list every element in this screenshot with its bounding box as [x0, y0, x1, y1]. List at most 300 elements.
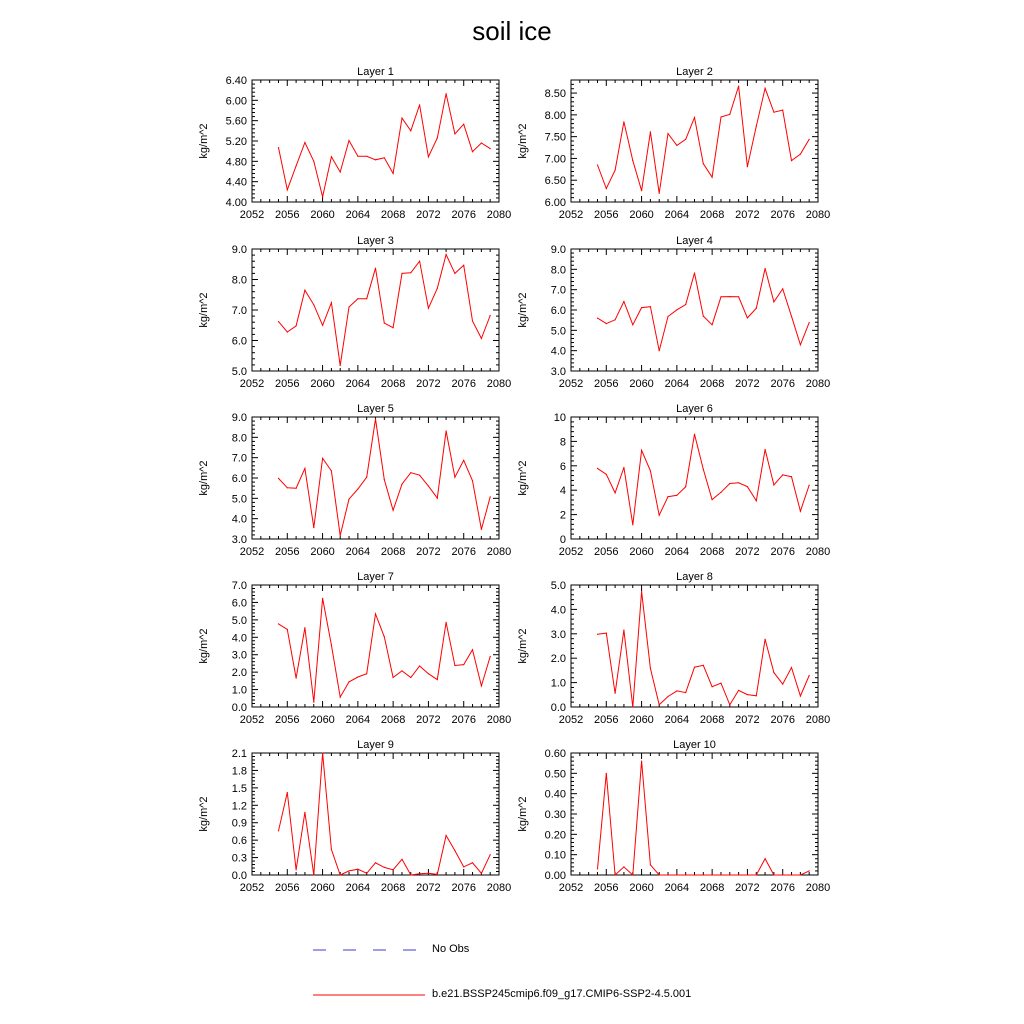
- panel-title: Layer 9: [357, 739, 394, 751]
- data-point: [597, 468, 598, 469]
- data-point: [650, 306, 651, 307]
- data-point: [428, 486, 429, 487]
- legend-label-no-obs: No Obs: [432, 943, 470, 955]
- data-point: [729, 483, 730, 484]
- data-point: [428, 873, 429, 874]
- x-tick-label: 2060: [629, 378, 654, 390]
- x-tick-label: 2056: [275, 546, 300, 558]
- data-point: [472, 862, 473, 863]
- data-point: [676, 145, 677, 146]
- data-point: [437, 679, 438, 680]
- data-point: [357, 156, 358, 157]
- data-point: [357, 488, 358, 489]
- data-point: [331, 849, 332, 850]
- panel-title: Layer 3: [357, 235, 394, 247]
- x-tick-label: 2064: [345, 714, 371, 726]
- x-tick-label: 2076: [451, 882, 476, 894]
- x-tick-label: 2052: [558, 882, 584, 894]
- y-tick-label: 7.00: [544, 153, 566, 166]
- data-point: [287, 189, 288, 190]
- x-tick-label: 2068: [699, 882, 725, 894]
- y-tick-label: 0.30: [544, 809, 566, 821]
- y-tick-label: 0.0: [231, 870, 247, 882]
- data-point: [313, 527, 314, 528]
- data-point: [747, 874, 748, 875]
- data-point: [632, 324, 633, 325]
- x-tick-label: 2068: [699, 546, 725, 558]
- panel-title: Layer 4: [676, 235, 713, 247]
- y-tick-label: 1.5: [231, 782, 247, 795]
- y-tick-label: 2.0: [550, 653, 566, 666]
- data-point: [454, 850, 455, 851]
- x-tick-label: 2052: [558, 546, 584, 558]
- data-point: [481, 685, 482, 686]
- data-point: [454, 665, 455, 666]
- data-point: [463, 460, 464, 461]
- x-tick-label: 2080: [805, 209, 831, 221]
- data-point: [703, 469, 704, 470]
- x-tick-label: 2072: [735, 546, 760, 558]
- x-tick-label: 2072: [416, 209, 441, 221]
- x-tick-label: 2080: [805, 714, 831, 726]
- data-point: [615, 693, 616, 694]
- data-point: [712, 324, 713, 325]
- data-point: [348, 140, 349, 141]
- data-point: [296, 678, 297, 679]
- y-tick-label: 8.00: [544, 109, 566, 122]
- data-point: [304, 290, 305, 291]
- chart-panel-6: [517, 403, 830, 558]
- data-point: [747, 317, 748, 318]
- data-point: [809, 870, 810, 871]
- y-tick-label: 6: [559, 460, 566, 473]
- data-point: [597, 318, 598, 319]
- data-point: [791, 160, 792, 161]
- x-tick-label: 2064: [664, 882, 690, 894]
- data-point: [738, 482, 739, 483]
- x-tick-label: 2056: [275, 378, 300, 390]
- series-line: [279, 753, 491, 875]
- panel-title: Layer 1: [357, 66, 394, 78]
- data-point: [393, 677, 394, 678]
- data-point: [606, 474, 607, 475]
- y-tick-label: 6.50: [544, 175, 566, 188]
- data-point: [446, 835, 447, 836]
- x-tick-label: 2076: [770, 209, 795, 221]
- panel-title: Layer 8: [676, 571, 713, 583]
- y-axis-label: kg/m^2: [517, 796, 529, 832]
- data-point: [287, 331, 288, 332]
- series-line: [598, 761, 810, 875]
- data-point: [606, 188, 607, 189]
- data-point: [712, 874, 713, 875]
- x-tick-label: 2064: [345, 378, 371, 390]
- data-point: [791, 476, 792, 477]
- data-point: [659, 193, 660, 194]
- y-tick-label: 0.20: [544, 829, 566, 842]
- data-point: [747, 166, 748, 167]
- data-point: [313, 702, 314, 703]
- data-point: [357, 298, 358, 299]
- y-tick-label: 6.0: [231, 473, 247, 485]
- series-line: [279, 255, 491, 366]
- data-point: [357, 869, 358, 870]
- x-tick-label: 2056: [594, 378, 619, 390]
- data-point: [428, 156, 429, 157]
- data-point: [615, 492, 616, 493]
- y-axis-label: kg/m^2: [198, 292, 210, 328]
- data-point: [410, 874, 411, 875]
- data-point: [773, 301, 774, 302]
- data-point: [446, 254, 447, 255]
- data-point: [667, 696, 668, 697]
- y-tick-label: 2: [559, 509, 566, 522]
- data-point: [641, 190, 642, 191]
- x-tick-label: 2068: [699, 378, 725, 390]
- x-tick-label: 2080: [805, 378, 831, 390]
- data-point: [331, 156, 332, 157]
- data-point: [756, 126, 757, 127]
- y-tick-label: 10: [553, 412, 566, 424]
- data-point: [446, 430, 447, 431]
- data-point: [322, 196, 323, 197]
- x-tick-label: 2080: [486, 378, 512, 390]
- x-tick-label: 2076: [451, 209, 476, 221]
- data-point: [800, 511, 801, 512]
- x-tick-label: 2072: [735, 378, 760, 390]
- data-point: [375, 613, 376, 614]
- x-tick-label: 2076: [451, 714, 476, 726]
- data-point: [490, 148, 491, 149]
- data-point: [481, 529, 482, 530]
- y-tick-label: 4.0: [231, 513, 247, 526]
- data-point: [463, 265, 464, 266]
- y-tick-label: 2.0: [231, 667, 247, 680]
- y-tick-label: 8.0: [550, 264, 566, 277]
- y-axis-label: kg/m^2: [198, 460, 210, 496]
- x-tick-label: 2072: [735, 209, 760, 221]
- y-tick-label: 7.0: [231, 580, 247, 592]
- data-point: [623, 866, 624, 867]
- data-point: [419, 104, 420, 105]
- series-line: [598, 269, 810, 351]
- data-point: [322, 325, 323, 326]
- data-point: [641, 761, 642, 762]
- y-tick-label: 1.0: [550, 677, 566, 690]
- data-point: [606, 323, 607, 324]
- x-tick-label: 2076: [770, 546, 795, 558]
- x-tick-label: 2060: [310, 546, 335, 558]
- x-tick-label: 2068: [380, 209, 406, 221]
- x-tick-label: 2060: [629, 209, 654, 221]
- panel-title: Layer 6: [676, 403, 713, 415]
- data-point: [623, 301, 624, 302]
- x-tick-label: 2060: [310, 714, 335, 726]
- x-tick-label: 2052: [558, 209, 584, 221]
- data-point: [650, 131, 651, 132]
- y-tick-label: 8.50: [544, 88, 566, 101]
- y-tick-label: 5.60: [225, 115, 247, 128]
- x-tick-label: 2060: [310, 378, 335, 390]
- data-point: [606, 633, 607, 634]
- y-tick-label: 4.40: [225, 176, 247, 189]
- x-tick-label: 2056: [275, 209, 300, 221]
- y-tick-label: 0.9: [231, 817, 247, 830]
- data-point: [472, 649, 473, 650]
- x-tick-label: 2052: [239, 882, 265, 894]
- data-point: [384, 323, 385, 324]
- data-point: [632, 874, 633, 875]
- data-point: [791, 316, 792, 317]
- data-point: [694, 272, 695, 273]
- y-axis-label: kg/m^2: [517, 292, 529, 328]
- data-point: [419, 475, 420, 476]
- data-point: [322, 752, 323, 753]
- x-tick-label: 2080: [486, 882, 512, 894]
- data-point: [800, 874, 801, 875]
- panel-title: Layer 5: [357, 403, 394, 415]
- data-point: [375, 418, 376, 419]
- data-point: [765, 858, 766, 859]
- panel-title: Layer 2: [676, 66, 713, 78]
- panel-title: Layer 10: [673, 739, 716, 751]
- data-point: [782, 874, 783, 875]
- data-point: [304, 468, 305, 469]
- data-point: [463, 664, 464, 665]
- x-tick-label: 2076: [451, 546, 476, 558]
- x-tick-label: 2064: [345, 546, 371, 558]
- data-point: [437, 288, 438, 289]
- x-tick-label: 2064: [345, 209, 371, 221]
- data-point: [419, 261, 420, 262]
- y-tick-label: 8: [559, 436, 566, 449]
- x-tick-label: 2052: [239, 209, 265, 221]
- data-point: [782, 110, 783, 111]
- data-point: [490, 496, 491, 497]
- data-point: [773, 484, 774, 485]
- data-point: [331, 470, 332, 471]
- data-point: [809, 139, 810, 140]
- data-point: [765, 268, 766, 269]
- y-tick-label: 3.0: [550, 628, 566, 641]
- data-point: [393, 510, 394, 511]
- data-point: [428, 308, 429, 309]
- x-tick-label: 2068: [380, 546, 406, 558]
- data-point: [340, 365, 341, 366]
- data-point: [296, 488, 297, 489]
- data-point: [632, 524, 633, 525]
- data-point: [313, 304, 314, 305]
- data-point: [446, 622, 447, 623]
- data-point: [375, 862, 376, 863]
- data-point: [685, 304, 686, 305]
- data-point: [712, 499, 713, 500]
- chart-panel-1: [198, 66, 511, 221]
- data-point: [641, 591, 642, 592]
- data-point: [437, 874, 438, 875]
- x-tick-label: 2072: [735, 714, 760, 726]
- data-point: [393, 869, 394, 870]
- data-point: [712, 686, 713, 687]
- data-point: [446, 93, 447, 94]
- data-point: [756, 695, 757, 696]
- data-point: [729, 296, 730, 297]
- data-point: [667, 874, 668, 875]
- data-point: [472, 480, 473, 481]
- data-point: [437, 137, 438, 138]
- y-tick-label: 7.50: [544, 131, 566, 144]
- x-tick-label: 2072: [416, 378, 441, 390]
- data-point: [623, 121, 624, 122]
- data-point: [490, 315, 491, 316]
- data-point: [304, 812, 305, 813]
- data-point: [623, 467, 624, 468]
- x-tick-label: 2064: [664, 209, 690, 221]
- x-tick-label: 2064: [664, 714, 690, 726]
- data-point: [490, 656, 491, 657]
- data-point: [632, 706, 633, 707]
- data-point: [401, 484, 402, 485]
- series-line: [598, 592, 810, 707]
- series-line: [598, 434, 810, 525]
- x-tick-label: 2072: [735, 882, 760, 894]
- y-axis-label: kg/m^2: [517, 628, 529, 664]
- chart-panel-3: [198, 235, 511, 390]
- data-point: [782, 288, 783, 289]
- data-point: [322, 458, 323, 459]
- x-tick-label: 2080: [486, 714, 512, 726]
- data-point: [322, 598, 323, 599]
- data-point: [463, 866, 464, 867]
- x-tick-label: 2056: [275, 882, 300, 894]
- y-tick-label: 4.00: [225, 197, 247, 209]
- y-axis-label: kg/m^2: [517, 123, 529, 159]
- data-point: [419, 665, 420, 666]
- y-tick-label: 3.0: [550, 366, 566, 378]
- y-tick-label: 6.00: [225, 95, 247, 108]
- data-point: [463, 124, 464, 125]
- data-point: [296, 869, 297, 870]
- data-point: [676, 690, 677, 691]
- y-tick-label: 6.40: [225, 75, 247, 87]
- data-point: [278, 478, 279, 479]
- x-tick-label: 2072: [416, 882, 441, 894]
- data-point: [340, 697, 341, 698]
- y-tick-label: 4.80: [225, 156, 247, 169]
- data-point: [667, 316, 668, 317]
- y-axis-label: kg/m^2: [198, 628, 210, 664]
- data-point: [375, 159, 376, 160]
- y-tick-label: 5.0: [231, 493, 247, 506]
- data-point: [773, 112, 774, 113]
- data-point: [703, 665, 704, 666]
- data-point: [685, 486, 686, 487]
- data-point: [747, 694, 748, 695]
- data-point: [720, 492, 721, 493]
- data-point: [694, 117, 695, 118]
- data-point: [340, 535, 341, 536]
- data-point: [278, 321, 279, 322]
- plot-frame: [252, 585, 499, 707]
- data-point: [366, 298, 367, 299]
- chart-panel-4: [517, 235, 830, 390]
- data-point: [410, 677, 411, 678]
- x-tick-label: 2056: [275, 714, 300, 726]
- y-tick-label: 0.40: [544, 788, 566, 801]
- x-tick-label: 2052: [558, 378, 584, 390]
- y-tick-label: 4.0: [550, 604, 566, 617]
- data-point: [685, 692, 686, 693]
- data-point: [304, 627, 305, 628]
- data-point: [597, 164, 598, 165]
- y-tick-label: 1.2: [231, 800, 247, 813]
- data-point: [615, 170, 616, 171]
- data-point: [287, 629, 288, 630]
- data-point: [615, 874, 616, 875]
- data-point: [481, 873, 482, 874]
- y-tick-label: 5.0: [550, 325, 566, 338]
- series-line: [279, 598, 491, 702]
- data-point: [765, 88, 766, 89]
- data-point: [782, 684, 783, 685]
- data-point: [729, 704, 730, 705]
- data-point: [650, 668, 651, 669]
- figure-title: soil ice: [472, 16, 552, 46]
- plot-frame: [571, 80, 818, 202]
- y-tick-label: 8.0: [231, 432, 247, 445]
- data-point: [375, 268, 376, 269]
- x-tick-label: 2064: [664, 546, 690, 558]
- chart-panel-5: [198, 403, 511, 558]
- panel-title: Layer 7: [357, 571, 394, 583]
- data-point: [703, 316, 704, 317]
- data-point: [401, 273, 402, 274]
- x-tick-label: 2076: [770, 882, 795, 894]
- y-axis-label: kg/m^2: [198, 796, 210, 832]
- data-point: [773, 874, 774, 875]
- plot-frame: [571, 249, 818, 371]
- data-point: [809, 322, 810, 323]
- x-tick-label: 2072: [416, 546, 441, 558]
- data-point: [606, 773, 607, 774]
- data-point: [472, 151, 473, 152]
- data-point: [650, 864, 651, 865]
- chart-panel-7: [198, 571, 511, 726]
- x-tick-label: 2052: [239, 378, 265, 390]
- x-tick-label: 2080: [805, 882, 831, 894]
- data-point: [384, 157, 385, 158]
- data-point: [331, 644, 332, 645]
- data-point: [401, 859, 402, 860]
- y-tick-label: 9.0: [231, 412, 247, 424]
- chart-panel-9: [198, 739, 511, 894]
- series-line: [598, 86, 810, 193]
- data-point: [410, 130, 411, 131]
- data-point: [659, 704, 660, 705]
- y-tick-label: 5.20: [225, 136, 247, 148]
- data-point: [765, 639, 766, 640]
- data-point: [313, 874, 314, 875]
- data-point: [756, 874, 757, 875]
- x-tick-label: 2060: [629, 714, 654, 726]
- data-point: [809, 485, 810, 486]
- data-point: [676, 495, 677, 496]
- data-point: [437, 498, 438, 499]
- data-point: [659, 350, 660, 351]
- y-tick-label: 9.0: [231, 244, 247, 256]
- x-tick-label: 2052: [239, 546, 265, 558]
- data-point: [685, 139, 686, 140]
